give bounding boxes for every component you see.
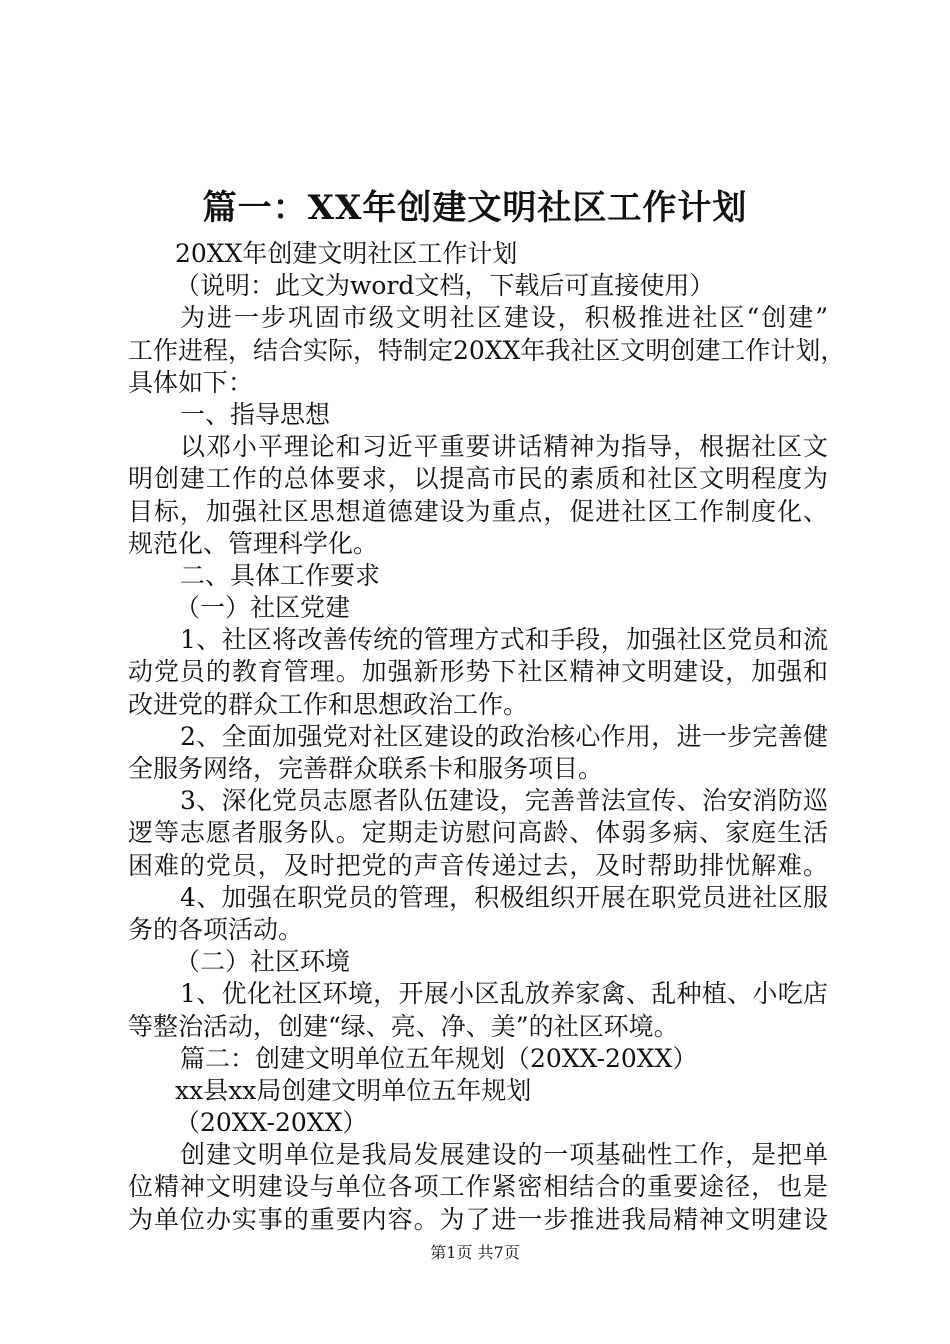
body-line: 以邓小平理论和习近平重要讲话精神为指导，根据社区文 <box>180 432 828 462</box>
body-line: 4、加强在职党员的管理，积极组织开展在职党员进社区服 <box>180 882 828 912</box>
body-line: 具体如下： <box>128 367 254 397</box>
body-line: 工作进程，结合实际，特制定20XX年我社区文明创建工作计划， <box>128 335 846 365</box>
body-line: 目标，加强社区思想道德建设为重点，促进社区工作制度化、 <box>128 496 828 526</box>
body-line: 1、社区将改善传统的管理方式和手段，加强社区党员和流 <box>180 625 828 655</box>
body-line: 务的各项活动。 <box>128 914 304 944</box>
body-line: 为进一步巩固市级文明社区建设，积极推进社区“创建” <box>180 303 828 333</box>
body-line: 20XX年创建文明社区工作计划 <box>175 239 518 268</box>
body-line: （说明：此文为word文档，下载后可直接使用） <box>175 271 715 301</box>
body-line: 困难的党员，及时把党的声音传递过去，及时帮助排忧解难。 <box>128 850 828 880</box>
body-line: xx县xx局创建文明单位五年规划 <box>175 1075 532 1105</box>
document-title: 篇一：XX年创建文明社区工作计划 <box>202 188 748 228</box>
body-line: 动党员的教育管理。加强新形势下社区精神文明建设，加强和 <box>128 657 828 687</box>
body-line: 2、全面加强党对社区建设的政治核心作用，进一步完善健 <box>180 721 828 751</box>
page-footer: 第1页 共7页 <box>430 1243 520 1262</box>
body-line: 规范化、管理科学化。 <box>128 528 379 558</box>
body-line: 位精神文明建设与单位各项工作紧密相结合的重要途径，也是 <box>128 1172 828 1202</box>
body-line: （二）社区环境 <box>175 947 351 977</box>
body-line: 明创建工作的总体要求，以提高市民的素质和社区文明程度为 <box>128 464 828 494</box>
body-line: 创建文明单位是我局发展建设的一项基础性工作，是把单 <box>180 1140 828 1170</box>
body-line: 篇二：创建文明单位五年规划（20XX-20XX） <box>180 1043 698 1073</box>
body-line: 等整治活动，创建“绿、亮、净、美”的社区环境。 <box>128 1011 679 1041</box>
body-line: （20XX-20XX） <box>175 1108 368 1138</box>
body-line: 为单位办实事的重要内容。为了进一步推进我局精神文明建设 <box>128 1204 828 1234</box>
body-line: 逻等志愿者服务队。定期走访慰问高龄、体弱多病、家庭生活 <box>128 818 828 848</box>
body-line: 一、指导思想 <box>180 399 331 429</box>
body-line: 全服务网络，完善群众联系卡和服务项目。 <box>128 754 604 783</box>
body-line: 改进党的群众工作和思想政治工作。 <box>128 689 529 719</box>
body-line: （一）社区党建 <box>175 593 351 623</box>
body-line: 3、深化党员志愿者队伍建设，完善普法宣传、治安消防巡 <box>180 786 828 816</box>
body-line: 1、优化社区环境，开展小区乱放养家禽、乱种植、小吃店 <box>180 979 828 1009</box>
body-line: 二、具体工作要求 <box>180 560 381 590</box>
document-body <box>128 238 846 1236</box>
